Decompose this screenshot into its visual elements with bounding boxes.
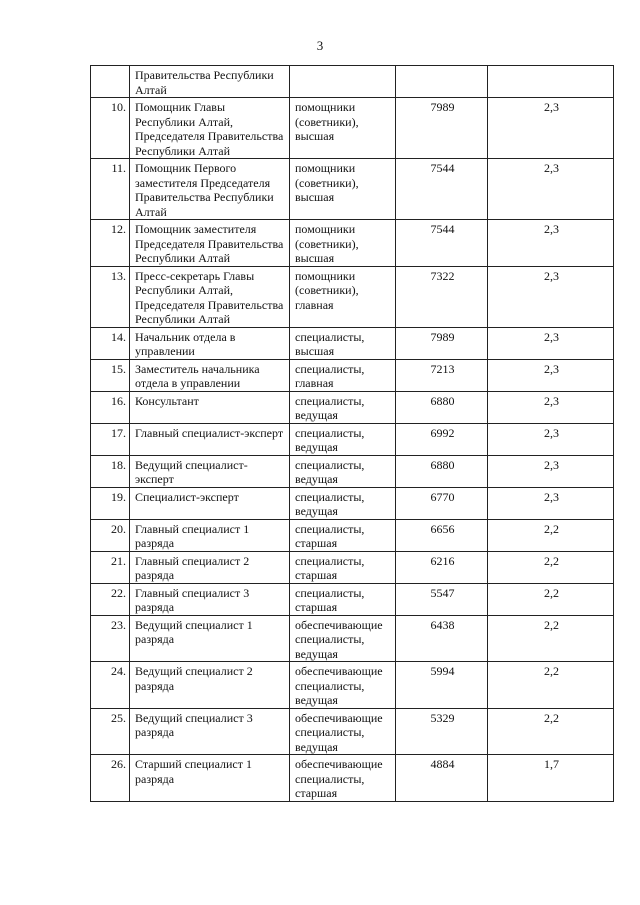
- row-number-cell: 23.: [91, 615, 130, 662]
- row-number-cell: 10.: [91, 98, 130, 159]
- group-cell: помощники (советники), главная: [290, 266, 396, 327]
- row-number-cell: 12.: [91, 220, 130, 267]
- salary-cell: 6880: [396, 391, 488, 423]
- row-number-cell: 20.: [91, 519, 130, 551]
- group-cell: специалисты, ведущая: [290, 487, 396, 519]
- group-cell: специалисты, высшая: [290, 327, 396, 359]
- table-row: [91, 455, 614, 487]
- position-cell: Помощник Главы Республики Алтай, Председателя Правительства Республики Алтай: [130, 98, 290, 159]
- table-row: [91, 220, 614, 267]
- staff-positions-table: [90, 65, 614, 802]
- position-cell: Ведущий специалист-эксперт: [130, 455, 290, 487]
- row-number-cell: 22.: [91, 583, 130, 615]
- table-row: [91, 159, 614, 220]
- row-number-cell: 18.: [91, 455, 130, 487]
- coefficient-cell: 2,2: [488, 551, 614, 583]
- row-number-cell: 21.: [91, 551, 130, 583]
- coefficient-cell: 2,3: [488, 487, 614, 519]
- table-row: [91, 487, 614, 519]
- salary-cell: 5994: [396, 662, 488, 709]
- position-cell: Специалист-эксперт: [130, 487, 290, 519]
- table-row: [91, 708, 614, 755]
- position-cell: Пресс-секретарь Главы Республики Алтай, Председателя Правительства Республики Алтай: [130, 266, 290, 327]
- row-number-cell: 19.: [91, 487, 130, 519]
- position-cell: Заместитель начальника отдела в управлении: [130, 359, 290, 391]
- salary-cell: 6770: [396, 487, 488, 519]
- group-cell: обеспечивающие специалисты, ведущая: [290, 708, 396, 755]
- position-cell: Старший специалист 1 разряда: [130, 755, 290, 802]
- table-row: [91, 583, 614, 615]
- salary-cell: 7322: [396, 266, 488, 327]
- table-row: [91, 423, 614, 455]
- salary-cell: 5329: [396, 708, 488, 755]
- position-cell: Ведущий специалист 2 разряда: [130, 662, 290, 709]
- position-cell: Главный специалист-эксперт: [130, 423, 290, 455]
- group-cell: специалисты, главная: [290, 359, 396, 391]
- position-cell: Главный специалист 1 разряда: [130, 519, 290, 551]
- table-row: [91, 266, 614, 327]
- group-cell: специалисты, ведущая: [290, 391, 396, 423]
- salary-cell: 6992: [396, 423, 488, 455]
- group-cell: обеспечивающие специалисты, ведущая: [290, 662, 396, 709]
- position-cell: Начальник отдела в управлении: [130, 327, 290, 359]
- table-row: [91, 359, 614, 391]
- group-cell: помощники (советники), высшая: [290, 98, 396, 159]
- row-number-cell: 25.: [91, 708, 130, 755]
- group-cell: обеспечивающие специалисты, ведущая: [290, 615, 396, 662]
- table-row: [91, 615, 614, 662]
- group-cell: специалисты, старшая: [290, 583, 396, 615]
- coefficient-cell: 2,2: [488, 519, 614, 551]
- position-cell: Консультант: [130, 391, 290, 423]
- coefficient-cell: 2,3: [488, 359, 614, 391]
- salary-cell: 4884: [396, 755, 488, 802]
- row-number-cell: 17.: [91, 423, 130, 455]
- table-row: [91, 327, 614, 359]
- coefficient-cell: 2,3: [488, 220, 614, 267]
- row-number-cell: 13.: [91, 266, 130, 327]
- salary-cell: 6880: [396, 455, 488, 487]
- page-number: 3: [316, 38, 324, 53]
- row-number-cell: [91, 66, 130, 98]
- position-cell: Помощник Первого заместителя Председателя Правительства Республики Алтай: [130, 159, 290, 220]
- group-cell: специалисты, ведущая: [290, 455, 396, 487]
- coefficient-cell: 1,7: [488, 755, 614, 802]
- table-row: [91, 98, 614, 159]
- salary-cell: 6438: [396, 615, 488, 662]
- row-number-cell: 26.: [91, 755, 130, 802]
- table-row: [91, 519, 614, 551]
- position-cell: Ведущий специалист 3 разряда: [130, 708, 290, 755]
- group-cell: специалисты, старшая: [290, 519, 396, 551]
- salary-cell: [396, 66, 488, 98]
- row-number-cell: 11.: [91, 159, 130, 220]
- salary-cell: 7544: [396, 159, 488, 220]
- position-cell: Правительства Республики Алтай: [130, 66, 290, 98]
- salary-cell: 5547: [396, 583, 488, 615]
- group-cell: помощники (советники), высшая: [290, 220, 396, 267]
- coefficient-cell: [488, 66, 614, 98]
- coefficient-cell: 2,3: [488, 266, 614, 327]
- table-row: [91, 662, 614, 709]
- salary-cell: 7544: [396, 220, 488, 267]
- salary-cell: 6656: [396, 519, 488, 551]
- position-cell: Главный специалист 2 разряда: [130, 551, 290, 583]
- position-cell: Главный специалист 3 разряда: [130, 583, 290, 615]
- coefficient-cell: 2,3: [488, 455, 614, 487]
- salary-cell: 6216: [396, 551, 488, 583]
- coefficient-cell: 2,2: [488, 615, 614, 662]
- group-cell: специалисты, старшая: [290, 551, 396, 583]
- salary-cell: 7989: [396, 98, 488, 159]
- row-number-cell: 15.: [91, 359, 130, 391]
- row-number-cell: 14.: [91, 327, 130, 359]
- group-cell: помощники (советники), высшая: [290, 159, 396, 220]
- salary-cell: 7989: [396, 327, 488, 359]
- coefficient-cell: 2,3: [488, 391, 614, 423]
- coefficient-cell: 2,2: [488, 583, 614, 615]
- table-row: [91, 391, 614, 423]
- row-number-cell: 24.: [91, 662, 130, 709]
- position-cell: Помощник заместителя Председателя Правительства Республики Алтай: [130, 220, 290, 267]
- table-row: [91, 551, 614, 583]
- coefficient-cell: 2,3: [488, 423, 614, 455]
- group-cell: специалисты, ведущая: [290, 423, 396, 455]
- position-cell: Ведущий специалист 1 разряда: [130, 615, 290, 662]
- coefficient-cell: 2,3: [488, 159, 614, 220]
- group-cell: [290, 66, 396, 98]
- salary-cell: 7213: [396, 359, 488, 391]
- coefficient-cell: 2,2: [488, 662, 614, 709]
- row-number-cell: 16.: [91, 391, 130, 423]
- table-row: [91, 755, 614, 802]
- table-row-continuation: [91, 66, 614, 98]
- group-cell: обеспечивающие специалисты, старшая: [290, 755, 396, 802]
- coefficient-cell: 2,3: [488, 327, 614, 359]
- coefficient-cell: 2,2: [488, 708, 614, 755]
- table-body: [91, 66, 614, 802]
- coefficient-cell: 2,3: [488, 98, 614, 159]
